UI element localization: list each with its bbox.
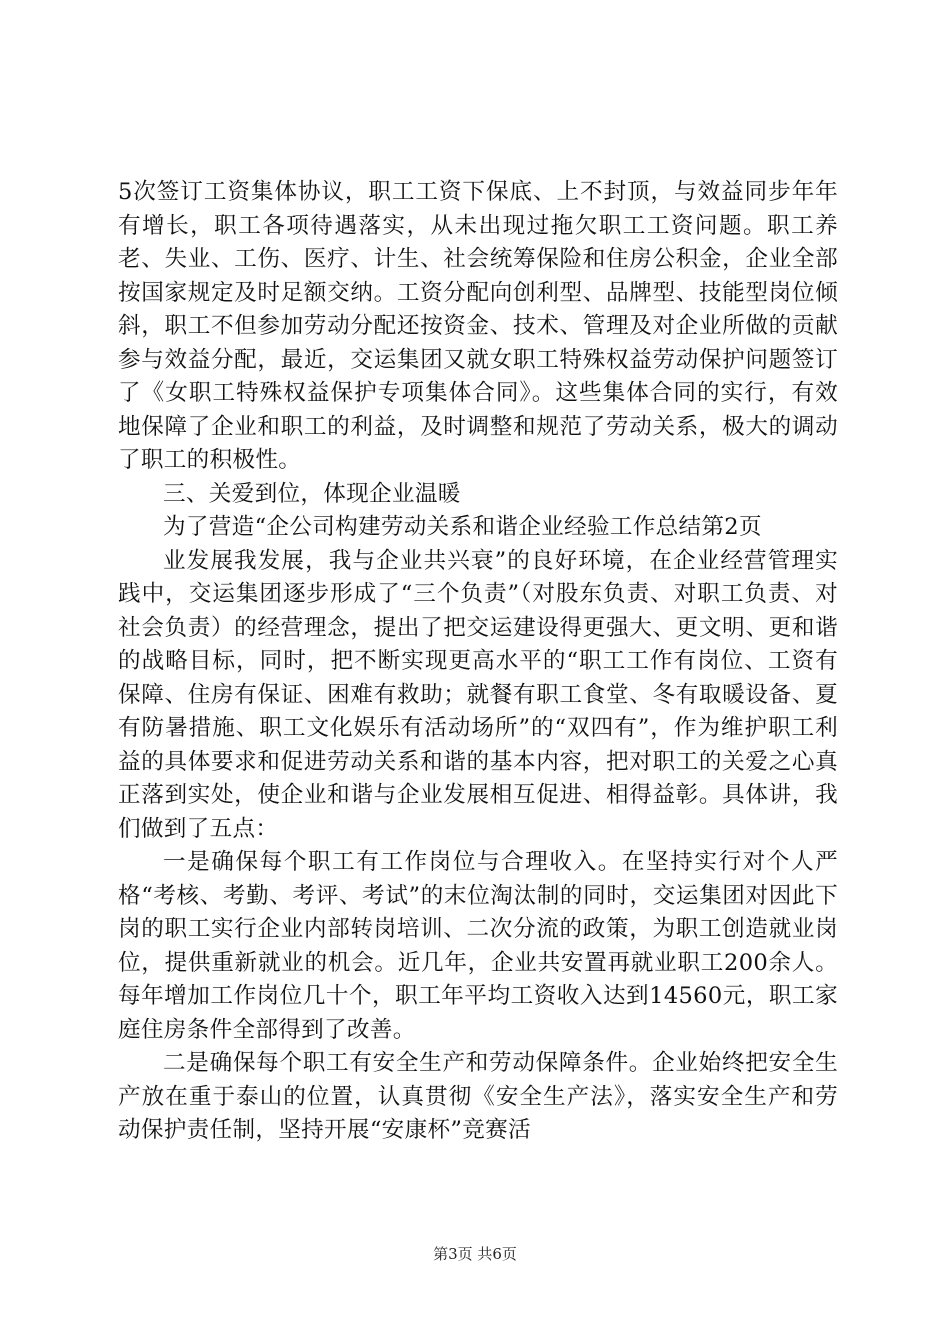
body-text: [118, 176, 838, 1148]
paragraph-1: 5次签订工资集体协议，职工工资下保底、上不封顶，与效益同步年年有增长，职工各项待遇落实，从未出现过拖欠职工工资问题。职工养老、失业、工伤、医疗、计生、社会统筹保险和住房公积金，企业全部按国家规定及时足额交纳。工资分配向创利型、品牌型、技能型岗位倾斜，职工不但参加劳动分配还按资金、技术、管理及对企业所做的贡献参与效益分配，最近，交运集团又就女职工特殊权益劳动保护问题签订了《女职工特殊权益保护专项集体合同》。这些集体合同的实行，有效地保障了企业和职工的利益，及时调整和规范了劳动关系，极大的调动了职工的积极性。: [118, 179, 838, 473]
section-heading: 三、关爱到位，体现企业温暖: [163, 480, 461, 507]
paragraph-3: 业发展我发展，我与企业共兴衰”的良好环境，在企业经营管理实践中，交运集团逐步形成了“三个负责”（对股东负责、对职工负责、对社会负责）的经营理念，提出了把交运建设得更强大、更文明、更和谐的战略目标，同时，把不断实现更高水平的“职工工作有岗位、工资有保障、住房有保证、困难有救助；就餐有职工食堂、冬有取暖设备、夏有防暑措施、职工文化娱乐有活动场所”的“双四有”，作为维护职工利益的具体要求和促进劳动关系和谐的基本内容，把对职工的关爱之心真正落到实处，使企业和谐与企业发展相互促进、相得益彰。具体讲，我们做到了五点：: [118, 547, 838, 842]
paragraph-2: 为了营造“企公司构建劳动关系和谐企业经验工作总结第2页: [163, 514, 762, 540]
paragraph-5: 二是确保每个职工有安全生产和劳动保障条件。企业始终把安全生产放在重于泰山的位置，认真贯彻《安全生产法》，落实安全生产和劳动保护责任制，坚持开展“安康杯”竞赛活: [118, 1050, 838, 1143]
page-footer: 第3页 共6页: [433, 1245, 517, 1263]
paragraph-4: 一是确保每个职工有工作岗位与合理收入。在坚持实行对个人严格“考核、考勤、考评、考试”的末位淘汰制的同时，交运集团对因此下岗的职工实行企业内部转岗培训、二次分流的政策，为职工创造就业岗位，提供重新就业的机会。近几年，企业共安置再就业职工200余人。每年增加工作岗位几十个，职工年平均工资收入达到14560元，职工家庭住房条件全部得到了改善。: [118, 849, 838, 1043]
